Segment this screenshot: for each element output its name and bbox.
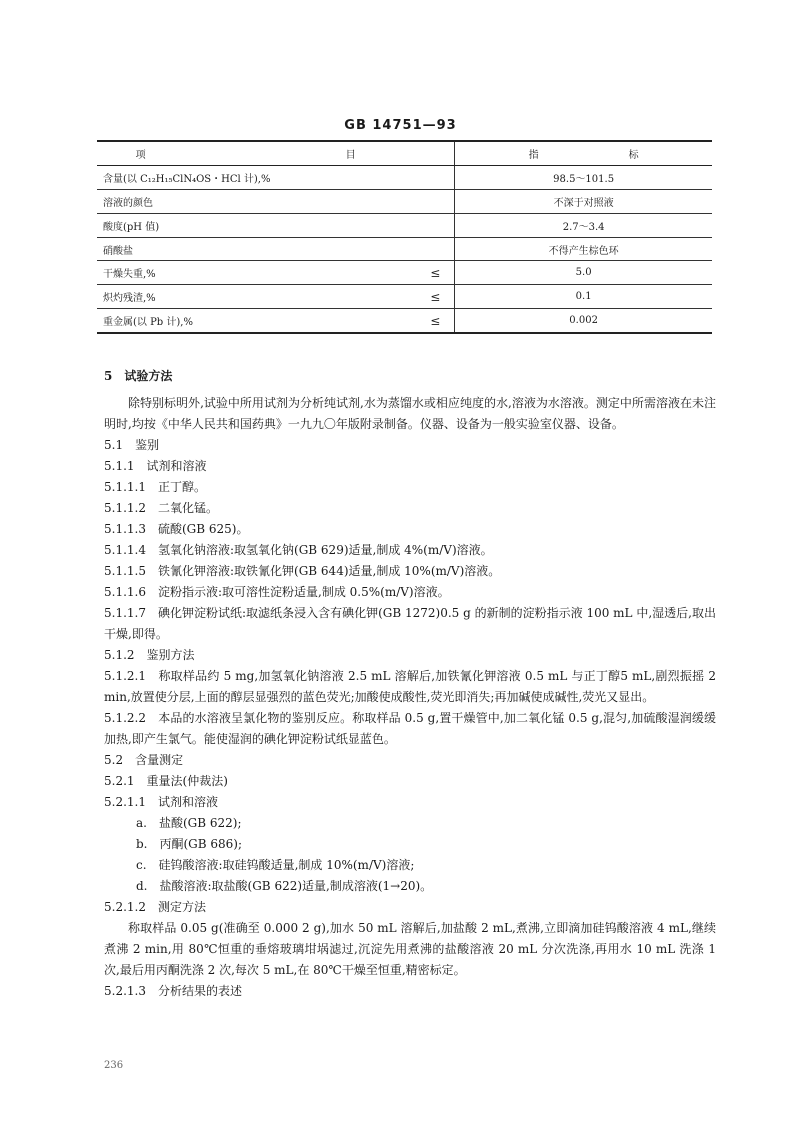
standard-code-header: GB 14751—93	[344, 118, 457, 133]
row-item: 溶液的颜色	[97, 189, 276, 213]
section-5-1-1-2: 5.1.1.2 二氧化锰。	[104, 501, 218, 515]
table-row	[97, 189, 712, 213]
row-spec: 2.7～3.4	[455, 213, 712, 237]
section-5-1-1-6: 5.1.1.6 淀粉指示液:取可溶性淀粉适量,制成 0.5%(m/V)溶液。	[104, 585, 450, 599]
row-item: 重金属(以 Pb 计),%	[97, 309, 276, 333]
section-5-2-1-1: 5.2.1.1 试剂和溶液	[104, 795, 218, 809]
row-operator	[276, 165, 455, 189]
table-row	[97, 309, 712, 333]
row-spec: 0.002	[455, 309, 712, 333]
section-5-1-1-5: 5.1.1.5 铁氰化钾溶液:取铁氰化钾(GB 644)适量,制成 10%(m/V)溶液。	[104, 564, 501, 578]
col-header-spec: 指 标	[455, 141, 712, 165]
spec-table	[97, 140, 712, 334]
row-operator	[276, 189, 455, 213]
list-item-d: d. 盐酸溶液:取盐酸(GB 622)适量,制成溶液(1→20)。	[136, 879, 433, 893]
section-5-1-1-4: 5.1.1.4 氢氧化钠溶液:取氢氧化钠(GB 629)适量,制成 4%(m/V)溶液。	[104, 543, 493, 557]
section-5-2-1-3: 5.2.1.3 分析结果的表述	[104, 984, 242, 998]
col-header-item: 项 目	[97, 141, 455, 165]
section-5-intro: 除特别标明外,试验中所用试剂为分析纯试剂,水为蒸馏水或相应纯度的水,溶液为水溶液。测定中所需溶液在未注明时,均按《中华人民共和国药典》一九九〇年版附录制备。仪器、设备为一般实验室仪器、设备。	[104, 396, 716, 431]
row-operator: ≤	[276, 309, 455, 333]
section-5-1-1-3: 5.1.1.3 硫酸(GB 625)。	[104, 522, 249, 536]
table-row	[97, 285, 712, 309]
section-5-1-1: 5.1.1 试剂和溶液	[104, 459, 207, 473]
row-operator: ≤	[276, 261, 455, 285]
section-5-1-1-1: 5.1.1.1 正丁醇。	[104, 480, 206, 494]
row-spec: 98.5～101.5	[455, 165, 712, 189]
row-operator	[276, 213, 455, 237]
row-item: 酸度(pH 值)	[97, 213, 276, 237]
spec-table-header-row	[97, 141, 712, 165]
list-item-c: c. 硅钨酸溶液:取硅钨酸适量,制成 10%(m/V)溶液;	[136, 858, 415, 872]
page-number: 236	[104, 1060, 124, 1071]
row-item: 硝酸盐	[97, 237, 276, 261]
section-5-1: 5.1 鉴别	[104, 438, 160, 452]
section-5-1-1-7: 5.1.1.7 碘化钾淀粉试纸:取滤纸条浸入含有碘化钾(GB 1272)0.5 g 的新制的淀粉指示液 100 mL 中,湿透后,取出干燥,即得。	[104, 606, 716, 641]
row-spec: 不得产生棕色环	[455, 237, 712, 261]
section-5-1-2: 5.1.2 鉴别方法	[104, 648, 195, 662]
row-item: 炽灼残渣,%	[97, 285, 276, 309]
list-item-a: a. 盐酸(GB 622);	[136, 816, 242, 830]
row-spec: 5.0	[455, 261, 712, 285]
table-row	[97, 237, 712, 261]
row-item: 干燥失重,%	[97, 261, 276, 285]
row-item: 含量(以 C₁₂H₁₅ClN₄OS・HCl 计),%	[97, 165, 276, 189]
section-5-1-2-2: 5.1.2.2 本品的水溶液呈氯化物的鉴别反应。称取样品 0.5 g,置干燥管中,加二氧化锰 0.5 g,混匀,加硫酸湿润缓缓加热,即产生氯气。能使湿润的碘化钾淀粉试纸显蓝色。	[104, 711, 716, 746]
section-5-title: 5 试验方法	[104, 369, 173, 383]
table-row	[97, 261, 712, 285]
document-body	[104, 366, 716, 1002]
section-5-2: 5.2 含量测定	[104, 753, 184, 767]
row-operator	[276, 237, 455, 261]
section-5-1-2-1: 5.1.2.1 称取样品约 5 mg,加氢氧化钠溶液 2.5 mL 溶解后,加铁氰化钾溶液 0.5 mL 与正丁醇5 mL,剧烈振摇 2 min,放置使分层,上面的醇层显强烈的蓝色荧光;加酸使成酸性,荧光即消失;再加碱使成碱性,荧光又显出。	[104, 669, 716, 704]
table-row	[97, 165, 712, 189]
list-item-b: b. 丙酮(GB 686);	[136, 837, 243, 851]
row-spec: 0.1	[455, 285, 712, 309]
section-5-2-1-2: 5.2.1.2 测定方法	[104, 900, 206, 914]
row-spec: 不深于对照液	[455, 189, 712, 213]
row-operator: ≤	[276, 285, 455, 309]
section-5-2-1-2-text: 称取样品 0.05 g(准确至 0.000 2 g),加水 50 mL 溶解后,加盐酸 2 mL,煮沸,立即滴加硅钨酸溶液 4 mL,继续煮沸 2 min,用 80℃恒重的垂熔玻璃坩埚滤过,沉淀先用煮沸的盐酸溶液 20 mL 分次洗涤,再用水 10 mL 洗涤 1 次,最后用丙酮洗涤 2 次,每次 5 mL,在 80℃干燥至恒重,精密标定。	[104, 921, 716, 977]
section-5-2-1: 5.2.1 重量法(仲裁法)	[104, 774, 228, 788]
table-row	[97, 213, 712, 237]
